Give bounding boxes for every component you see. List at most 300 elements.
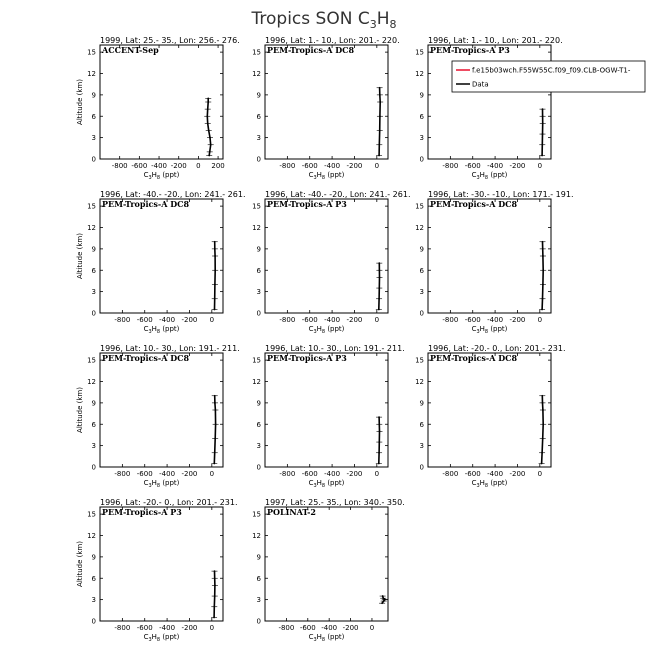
y-tick-label: 3: [91, 442, 96, 451]
panel-4: [76, 190, 246, 335]
data-point: [378, 287, 380, 289]
data-point: [214, 269, 216, 271]
y-tick-label: 15: [415, 48, 424, 57]
y-tick-label: 0: [419, 309, 424, 318]
data-point: [541, 395, 543, 397]
y-tick-label: 6: [256, 112, 261, 121]
panel-header: 1996, Lat: 10.- 30., Lon: 191.- 211.: [265, 344, 405, 353]
data-point: [214, 248, 216, 250]
data-point: [206, 115, 208, 117]
y-tick-label: 9: [419, 245, 424, 254]
y-tick-label: 12: [87, 532, 96, 540]
campaign-label: PEM-Tropics-A DC8: [430, 353, 518, 363]
x-tick-label: -600: [301, 470, 318, 478]
y-axis-label: Altitude (km): [76, 79, 84, 125]
data-point: [214, 409, 216, 411]
campaign-label: PEM-Tropics-A P3: [430, 45, 510, 55]
panel-header: 1997, Lat: 25.- 35., Lon: 340.- 350.: [265, 498, 405, 507]
x-tick-label: -800: [278, 624, 295, 632]
x-tick-label: -400: [487, 470, 504, 478]
x-tick-label: -600: [464, 316, 481, 324]
panel-header: 1999, Lat: 25.- 35., Lon: 256.- 276.: [100, 36, 240, 45]
legend-data-label: Data: [472, 80, 489, 89]
y-tick-label: 12: [252, 532, 261, 540]
x-tick-label: -600: [136, 470, 153, 478]
data-point: [214, 284, 216, 286]
y-tick-label: 6: [91, 266, 96, 275]
data-point: [541, 155, 543, 157]
x-tick-label: -800: [111, 162, 128, 170]
x-tick-label: -800: [114, 470, 131, 478]
y-tick-label: 6: [256, 574, 261, 583]
x-tick-label: 0: [374, 470, 380, 478]
x-tick-label: -400: [324, 316, 341, 324]
y-tick-label: 15: [415, 356, 424, 365]
data-point: [381, 602, 383, 604]
x-axis-label-part: H: [316, 633, 322, 641]
y-tick-label: 12: [252, 378, 261, 386]
data-point: [207, 101, 209, 103]
data-point: [379, 101, 381, 103]
data-point: [214, 309, 216, 311]
data-point: [214, 402, 216, 404]
plot-frame: [265, 199, 388, 313]
x-tick-label: -800: [442, 162, 459, 170]
x-axis-label-part: H: [479, 171, 485, 179]
data-point: [384, 599, 386, 601]
panels: [76, 36, 574, 643]
data-point: [378, 423, 380, 425]
x-axis-label-part: 8: [321, 483, 326, 489]
data-point: [378, 416, 380, 418]
plot-frame: [265, 45, 388, 159]
data-point: [208, 155, 210, 157]
data-point: [379, 87, 381, 89]
y-tick-label: 12: [415, 224, 424, 232]
legend-model-label: f.e15b03wch.F55W55C.f09_f09.CLB-OGW-T1-: [472, 66, 631, 75]
data-point: [378, 441, 380, 443]
x-tick-label: -200: [346, 316, 363, 324]
x-axis-label-part: 3: [148, 483, 152, 489]
x-tick-label: 0: [537, 470, 543, 478]
panel-header: 1996, Lat: -20.- 0., Lon: 201.- 231.: [428, 344, 566, 353]
y-tick-label: 15: [252, 356, 261, 365]
campaign-label: PEM-Tropics-A P3: [267, 353, 347, 363]
x-axis-label-part: C: [308, 171, 314, 179]
x-axis-label-part: H: [316, 171, 322, 179]
x-tick-label: -200: [181, 470, 198, 478]
data-point: [541, 144, 543, 146]
figure-title: Tropics SON $C_3H_8$: [251, 9, 397, 31]
data-point: [213, 463, 215, 465]
y-tick-label: 3: [419, 288, 424, 297]
x-tick-label: -800: [114, 624, 131, 632]
x-tick-label: -800: [442, 470, 459, 478]
campaign-label: PEM-Tropics-A P3: [102, 507, 182, 517]
campaign-label: PEM-Tropics-A DC8: [430, 199, 518, 209]
plot-frame: [428, 199, 551, 313]
data-point: [542, 402, 544, 404]
data-point: [213, 617, 215, 619]
y-tick-label: 0: [256, 155, 261, 164]
y-tick-label: 9: [419, 91, 424, 100]
data-point: [542, 255, 544, 257]
y-axis-label: Altitude (km): [76, 233, 84, 279]
x-tick-label: -600: [131, 162, 148, 170]
x-tick-label: -400: [151, 162, 167, 170]
data-point: [214, 255, 216, 257]
y-tick-label: 9: [91, 245, 96, 254]
x-tick-label: 200: [211, 162, 225, 170]
y-tick-label: 9: [256, 91, 261, 100]
campaign-label: POLINAT-2: [267, 507, 316, 517]
data-point: [541, 452, 543, 454]
x-tick-label: -400: [324, 470, 341, 478]
x-tick-label: -800: [442, 316, 459, 324]
y-tick-label: 9: [91, 553, 96, 562]
x-axis-label: [309, 325, 345, 335]
data-point: [214, 241, 216, 243]
data-point: [214, 395, 216, 397]
y-axis-label: Altitude (km): [76, 541, 84, 587]
panel-8: [252, 344, 405, 489]
x-axis-label-part: 3: [148, 637, 152, 643]
data-point: [207, 122, 209, 124]
data-point: [208, 130, 210, 132]
x-axis-label-part: C: [471, 325, 477, 333]
x-axis-label-part: H: [479, 325, 485, 333]
y-tick-label: 15: [87, 356, 96, 365]
data-point: [214, 570, 216, 572]
y-tick-label: 0: [419, 463, 424, 472]
x-axis-label-part: C: [471, 171, 477, 179]
panel-7: [76, 344, 240, 489]
y-tick-label: 3: [91, 134, 96, 143]
data-point: [378, 298, 380, 300]
data-point: [542, 438, 544, 440]
y-tick-label: 9: [419, 399, 424, 408]
panel-header: 1996, Lat: -40.- -20., Lon: 241.- 261.: [100, 190, 246, 199]
data-point: [378, 269, 380, 271]
x-tick-label: -200: [509, 162, 526, 170]
x-tick-label: -400: [159, 316, 176, 324]
plot-frame: [265, 507, 388, 621]
x-tick-label: 0: [209, 316, 215, 324]
y-tick-label: 15: [252, 202, 261, 211]
x-axis-label-part: (ppt): [325, 325, 345, 333]
x-tick-label: 0: [196, 162, 201, 170]
y-tick-label: 15: [252, 510, 261, 519]
x-tick-label: -800: [279, 470, 296, 478]
x-axis-label-part: 8: [321, 175, 326, 181]
y-axis-label: Altitude (km): [76, 387, 84, 433]
x-axis-label-part: 8: [321, 329, 326, 335]
x-tick-label: 0: [537, 162, 543, 170]
x-axis-label-part: 8: [156, 483, 161, 489]
x-tick-label: -200: [181, 316, 198, 324]
x-axis-label-part: (ppt): [325, 171, 345, 179]
panel-header: 1996, Lat: -40.- -20., Lon: 241.- 261.: [265, 190, 411, 199]
y-tick-label: 6: [256, 420, 261, 429]
x-axis-label-part: C: [143, 479, 149, 487]
x-axis-label-part: 8: [156, 329, 161, 335]
y-tick-label: 0: [91, 617, 96, 626]
x-axis-label-part: 3: [476, 175, 480, 181]
data-point: [379, 94, 381, 96]
x-axis-label-part: C: [143, 325, 149, 333]
x-tick-label: -200: [509, 316, 526, 324]
campaign-label: PEM-Tropics-A P3: [267, 199, 347, 209]
data-point: [383, 600, 385, 602]
panel-5: [252, 190, 410, 335]
x-tick-label: -600: [464, 162, 481, 170]
x-tick-label: -200: [346, 162, 363, 170]
x-axis-label-part: (ppt): [488, 171, 508, 179]
data-point: [542, 133, 544, 135]
data-point: [379, 276, 381, 278]
panel-header: 1996, Lat: 10.- 30., Lon: 191.- 211.: [100, 344, 240, 353]
data-point: [207, 98, 209, 100]
y-tick-label: 0: [91, 463, 96, 472]
panel-header: 1996, Lat: 1.- 10., Lon: 201.- 220.: [265, 36, 400, 45]
data-point: [214, 584, 216, 586]
plot-frame: [265, 353, 388, 467]
x-axis-label-part: (ppt): [325, 479, 345, 487]
panel-1: [76, 36, 240, 181]
data-point: [541, 309, 543, 311]
x-tick-label: 0: [209, 470, 215, 478]
y-tick-label: 12: [252, 224, 261, 232]
plot-frame: [100, 353, 223, 467]
campaign-label: PEM-Tropics-A DC8: [102, 199, 190, 209]
x-tick-label: 0: [209, 624, 215, 632]
y-tick-label: 3: [256, 596, 261, 605]
x-tick-label: -600: [299, 624, 316, 632]
x-axis-label-part: (ppt): [160, 325, 180, 333]
x-axis-label-part: 8: [321, 637, 326, 643]
x-axis-label-part: (ppt): [160, 633, 180, 641]
data-point: [542, 122, 544, 124]
x-axis-label: [144, 633, 180, 643]
x-axis-label-part: H: [151, 479, 157, 487]
x-tick-label: -800: [279, 162, 296, 170]
data-profile-line: [207, 98, 210, 155]
panel-10: [76, 498, 238, 643]
x-axis-label-part: C: [308, 479, 314, 487]
x-axis-label-part: C: [471, 479, 477, 487]
x-axis-label-part: 3: [148, 175, 152, 181]
x-tick-label: 0: [374, 162, 380, 170]
y-tick-label: 3: [419, 134, 424, 143]
panel-header: 1996, Lat: 1.- 10., Lon: 201.- 220.: [428, 36, 563, 45]
y-tick-label: 0: [91, 309, 96, 318]
x-tick-label: -600: [301, 162, 318, 170]
data-point: [379, 430, 381, 432]
panel-11: [252, 498, 405, 643]
x-axis-label-part: 8: [156, 175, 161, 181]
data-point: [378, 452, 380, 454]
x-axis-label-part: H: [316, 479, 322, 487]
x-axis-label-part: H: [316, 325, 322, 333]
x-axis-label-part: 3: [313, 175, 317, 181]
x-axis-label-part: 3: [313, 329, 317, 335]
x-tick-label: -600: [136, 624, 153, 632]
data-point: [214, 595, 216, 597]
campaign-label: PEM-Tropics-A DC8: [267, 45, 355, 55]
data-point: [542, 284, 544, 286]
x-axis-label: [309, 171, 345, 181]
y-tick-label: 6: [419, 420, 424, 429]
y-tick-label: 12: [252, 70, 261, 78]
x-axis-label-part: 3: [313, 483, 317, 489]
data-point: [207, 108, 209, 110]
x-tick-label: -600: [301, 316, 318, 324]
data-point: [542, 423, 544, 425]
plot-frame: [428, 353, 551, 467]
x-tick-label: -200: [346, 470, 363, 478]
x-tick-label: -400: [487, 162, 504, 170]
panel-2: [252, 36, 400, 181]
data-point: [379, 115, 381, 117]
x-axis-label: [472, 171, 508, 181]
legend: [452, 61, 645, 92]
x-axis-label-part: (ppt): [488, 479, 508, 487]
panel-3: [415, 36, 563, 181]
x-tick-label: 0: [369, 624, 375, 632]
data-point: [542, 409, 544, 411]
y-tick-label: 9: [256, 553, 261, 562]
x-axis-label-part: (ppt): [325, 633, 345, 641]
x-tick-label: -200: [509, 470, 526, 478]
data-point: [214, 438, 216, 440]
y-tick-label: 3: [419, 442, 424, 451]
data-point: [209, 137, 211, 139]
x-axis-label-part: 8: [484, 329, 489, 335]
panel-header: 1996, Lat: -20.- 0., Lon: 201.- 231.: [100, 498, 238, 507]
y-tick-label: 3: [256, 134, 261, 143]
y-tick-label: 6: [256, 266, 261, 275]
data-point: [378, 463, 380, 465]
y-tick-label: 3: [256, 442, 261, 451]
y-tick-label: 9: [91, 399, 96, 408]
x-axis-label-part: 3: [148, 329, 152, 335]
y-tick-label: 12: [87, 70, 96, 78]
data-point: [542, 241, 544, 243]
plot-frame: [100, 199, 223, 313]
x-tick-label: -400: [487, 316, 504, 324]
campaign-label: ACCENT-Sep: [102, 45, 159, 55]
y-tick-label: 9: [256, 399, 261, 408]
data-point: [382, 597, 384, 599]
x-axis-label-part: (ppt): [160, 171, 180, 179]
y-tick-label: 3: [91, 288, 96, 297]
y-tick-label: 9: [91, 91, 96, 100]
panel-header: 1996, Lat: -30.- -10., Lon: 171.- 191.: [428, 190, 574, 199]
x-axis-label-part: 8: [156, 637, 161, 643]
y-tick-label: 6: [91, 574, 96, 583]
data-point: [378, 309, 380, 311]
y-tick-label: 3: [256, 288, 261, 297]
y-tick-label: 12: [415, 378, 424, 386]
panel-6: [415, 190, 573, 335]
x-tick-label: 0: [374, 316, 380, 324]
x-tick-label: -400: [324, 162, 341, 170]
data-point: [213, 606, 215, 608]
y-tick-label: 6: [419, 266, 424, 275]
y-tick-label: 12: [87, 224, 96, 232]
data-point: [209, 151, 211, 153]
data-point: [214, 298, 216, 300]
data-point: [214, 452, 216, 454]
data-point: [542, 248, 544, 250]
x-axis-label: [309, 633, 345, 643]
y-tick-label: 12: [87, 378, 96, 386]
x-axis-label-part: 8: [484, 175, 489, 181]
y-tick-label: 0: [256, 309, 261, 318]
y-tick-label: 0: [256, 463, 261, 472]
data-point: [542, 115, 544, 117]
x-axis-label-part: 3: [476, 329, 480, 335]
x-axis-label: [144, 325, 180, 335]
x-axis-label-part: C: [143, 171, 149, 179]
data-point: [378, 155, 380, 157]
data-point: [542, 108, 544, 110]
y-tick-label: 0: [91, 155, 96, 164]
data-point: [378, 262, 380, 264]
y-tick-label: 15: [87, 48, 96, 57]
y-tick-label: 3: [91, 596, 96, 605]
x-axis-label-part: (ppt): [160, 479, 180, 487]
data-point: [379, 130, 381, 132]
x-axis-label: [144, 171, 180, 181]
x-axis-label: [472, 479, 508, 489]
y-tick-label: 15: [87, 510, 96, 519]
x-axis-label: [144, 479, 180, 489]
x-axis-label: [472, 325, 508, 335]
x-axis-label-part: H: [151, 633, 157, 641]
x-axis-label-part: H: [151, 325, 157, 333]
x-axis-label-part: C: [308, 633, 314, 641]
plot-frame: [100, 45, 223, 159]
x-tick-label: -800: [279, 316, 296, 324]
campaign-label: PEM-Tropics-A DC8: [102, 353, 190, 363]
data-point: [541, 463, 543, 465]
x-axis-label-part: (ppt): [488, 325, 508, 333]
x-tick-label: 0: [537, 316, 543, 324]
data-point: [210, 144, 212, 146]
x-axis-label-part: H: [479, 479, 485, 487]
data-point: [214, 577, 216, 579]
x-axis-label-part: 3: [313, 637, 317, 643]
x-axis-label-part: 8: [484, 483, 489, 489]
y-tick-label: 6: [91, 112, 96, 121]
panel-9: [415, 344, 565, 489]
x-tick-label: -200: [181, 624, 198, 632]
x-tick-label: -400: [159, 470, 176, 478]
x-tick-label: -800: [114, 316, 131, 324]
x-tick-label: -400: [321, 624, 338, 632]
x-axis-label-part: H: [151, 171, 157, 179]
y-tick-label: 15: [415, 202, 424, 211]
y-tick-label: 15: [87, 202, 96, 211]
x-tick-label: -600: [136, 316, 153, 324]
y-tick-label: 0: [256, 617, 261, 626]
y-tick-label: 12: [415, 70, 424, 78]
y-tick-label: 6: [419, 112, 424, 121]
data-point: [378, 144, 380, 146]
data-point: [215, 423, 217, 425]
x-axis-label-part: C: [143, 633, 149, 641]
